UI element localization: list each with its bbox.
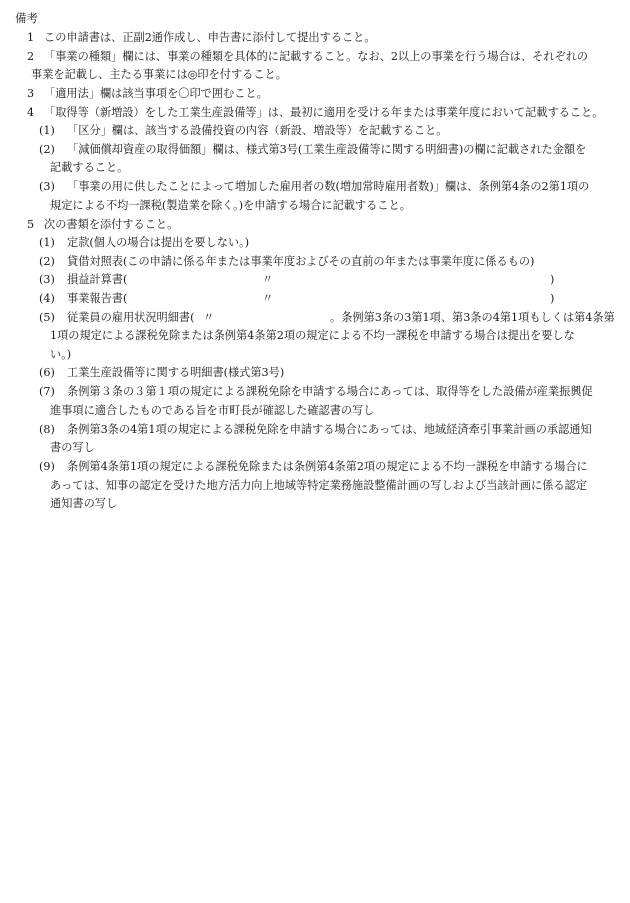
note-1-text: この申請書は、正副2通作成し、申告書に添付して提出すること。 (44, 31, 376, 44)
note-5-3-ditto-mark: 〃 (262, 273, 274, 286)
note-5-4-label: 事業報告書( (67, 292, 128, 305)
note-5-2-number: (2) (39, 255, 55, 268)
note-3-number: 3 (27, 87, 35, 100)
remarks-heading: 備考 (15, 11, 38, 25)
note-4-3-text-line-1: 「事業の用に供したことによって増加した雇用者の数(増加常時雇用者数)」欄は、条例第4条の2第1項の (67, 180, 590, 193)
note-5-6-text: 工業生産設備等に関する明細書(様式第3号) (67, 366, 285, 379)
note-5-7-number: (7) (39, 385, 55, 398)
note-5-3-close-paren: ) (550, 273, 555, 286)
note-2-text-line-1: 「事業の種類」欄には、事業の種類を具体的に記載すること。なお、2以上の事業を行う場合は、それぞれの (44, 50, 589, 63)
note-5-7-text-line-2: 進事項に適合したものである旨を市町長が確認した確認書の写し (50, 404, 375, 417)
note-4-1-text: 「区分」欄は、該当する設備投資の内容（新設、増設等）を記載すること。 (67, 124, 448, 137)
note-5-1-text: 定款(個人の場合は提出を要しない。) (67, 236, 250, 249)
note-5-3-label: 損益計算書( (67, 273, 128, 286)
note-5-9-number: (9) (39, 460, 55, 473)
note-5-number: 5 (27, 218, 35, 231)
note-4-3-number: (3) (39, 180, 55, 193)
note-4-3-text-line-2: 規定による不均一課税(製造業を除く。)を申請する場合に記載すること。 (50, 199, 411, 212)
note-4-2-text-line-1: 「減価償却資産の取得価額」欄は、様式第3号(工業生産設備等に関する明細書)の欄に記載された金額を (67, 143, 587, 156)
note-4-2-number: (2) (39, 143, 55, 156)
note-5-4-number: (4) (39, 292, 55, 305)
note-5-8-number: (8) (39, 423, 55, 436)
note-4-number: 4 (27, 106, 35, 119)
note-5-8-text-line-1: 条例第3条の4第1項の規定による課税免除を申請する場合にあっては、地域経済牽引事業計画の承認通知 (67, 423, 592, 436)
note-5-5-text-line-3: い。) (50, 348, 72, 361)
note-5-text: 次の書類を添付すること。 (44, 218, 179, 231)
note-5-5-label: 従業員の雇用状況明細書( (67, 311, 195, 324)
note-5-6-number: (6) (39, 366, 55, 379)
note-5-8-text-line-2: 書の写し (50, 441, 95, 454)
note-5-7-text-line-1: 条例第３条の３第１項の規定による課税免除を申請する場合にあっては、取得等をした設備が産業振興促 (67, 385, 593, 398)
note-2-text-line-2: 事業を記載し、主たる事業には◎印を付すること。 (31, 68, 287, 81)
note-5-2-text: 貸借対照表(この申請に係る年または事業年度およびその直前の年または事業年度に係るもの) (67, 255, 535, 268)
note-5-5-text-rest: 。条例第3条の3第1項、第3条の4第1項もしくは第4条第 (330, 311, 615, 324)
note-5-9-text-line-2: あっては、知事の認定を受けた地方活力向上地域等特定業務施設整備計画の写しおよび当該計画に係る認定 (50, 479, 587, 492)
note-5-1-number: (1) (39, 236, 55, 249)
note-5-9-text-line-1: 条例第4条第1項の規定による課税免除または条例第4条第2項の規定による不均一課税を申請する場合に (67, 460, 588, 473)
note-5-4-ditto-mark: 〃 (262, 292, 274, 305)
note-4-text: 「取得等（新増設）をした工業生産設備等」は、最初に適用を受ける年または事業年度において記載すること。 (44, 106, 604, 119)
note-4-1-number: (1) (39, 124, 55, 137)
note-4-2-text-line-2: 記載すること。 (50, 161, 129, 174)
note-5-5-ditto-mark: 〃 (203, 311, 215, 324)
note-3-text: 「適用法」欄は該当事項を〇印で囲むこと。 (44, 87, 268, 100)
note-5-5-text-line-2: 1項の規定による課税免除または条例第4条第2項の規定による不均一課税を申請する場合は提出を要しな (50, 329, 575, 342)
note-5-5-number: (5) (39, 311, 55, 324)
note-5-9-text-line-3: 通知書の写し (50, 497, 118, 510)
note-1-number: 1 (27, 31, 35, 44)
note-5-4-close-paren: ) (550, 292, 555, 305)
note-2-number: 2 (27, 50, 35, 63)
note-5-3-number: (3) (39, 273, 55, 286)
